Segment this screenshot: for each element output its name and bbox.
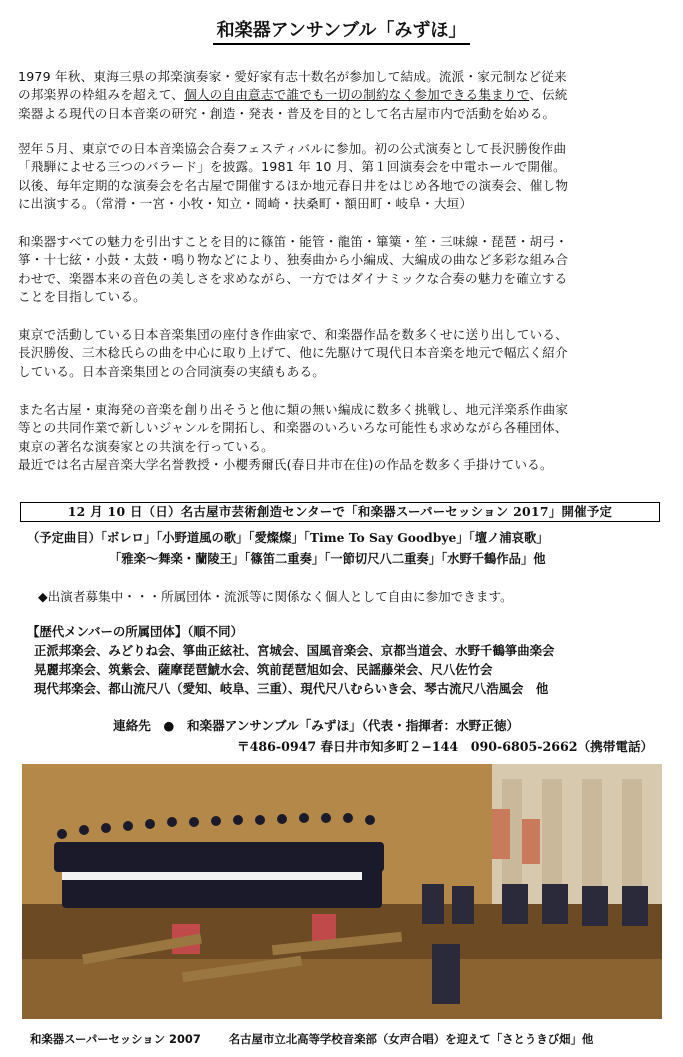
- contact-line-1: 連絡先 ● 和楽器アンサンブル「みずほ」（代表・指揮者：水野正徳）: [113, 718, 520, 733]
- contact-address-phone: 〒486-0947 春日井市知多町２−144 090-6805-2662（携帯電話）: [237, 739, 654, 754]
- p1-line2-b: 、伝統: [529, 87, 568, 103]
- photo-caption: [30, 1031, 670, 1047]
- history-paragraph: 翌年５月、東京での日本音楽協会合奏フェスティバルに参加。初の公式演奏として長沢勝俊作曲 「飛騨によせる三つのバラード」を披露。1981 年 10 月、第１回演奏会を中電ホールで開催。 以後、毎年定期的な演奏会を名古屋で開催するほか地元春日井をはじめ各地での演奏会、催し物 に出演する。（常滑・一宮・小牧・知立・岡崎・扶桑町・額田町・岐阜・大垣）: [18, 141, 569, 212]
- member-groups-row: 現代邦楽会、都山流尺八（愛知、岐阜、三重）、現代尺八むらいき会、琴古流尺八浩風会 他: [34, 681, 549, 696]
- p1-underlined-phrase: 個人の自由意志で誰でも一切の制約なく参加できる集まりで: [184, 87, 530, 103]
- activity-paragraph: また名古屋・東海発の音楽を創り出そうと他に類の無い編成に数多く挑戦し、地元洋楽系作曲家 等との共同作業で新しいジャンルを開拓し、和楽器のいろいろな可能性も求めながら各種団体、 東京の著名な演奏家との共演を行っている。 最近では名古屋音楽大学名誉教授・小櫻秀爾氏(春日井市在住)の作品を数多く手掛けている。: [18, 402, 569, 473]
- page-title: [0, 16, 683, 42]
- member-groups-row: 晃麗邦楽会、筑紫会、薩摩琵琶鯱水会、筑前琵琶旭如会、民謡藤栄会、尺八佐竹会: [34, 662, 493, 677]
- member-groups: [27, 622, 677, 698]
- contact-info: [113, 715, 673, 757]
- page-title-text: 和楽器アンサンブル「みずほ」: [213, 20, 471, 45]
- intro-paragraph-1: [18, 68, 670, 123]
- program-line-2: 「雅楽～舞楽・蘭陵王」「篠笛二重奏」「一節切尺八二重奏」「水野千鶴作品」他: [109, 551, 546, 566]
- concert-photo-illustration: [22, 764, 662, 1019]
- p1-line1: 1979 年秋、東海三県の邦楽演奏家・愛好家有志十数名が参加して結成。流派・家元制など従来: [18, 69, 567, 84]
- member-groups-heading: 【歴代メンバーの所属団体】（順不同）: [27, 624, 243, 639]
- p1-line3: 楽器よる現代の日本音楽の研究・創造・発表・普及を目的として名古屋市内で活動を始める。: [18, 105, 556, 121]
- repertoire-paragraph: 東京で活動している日本音楽集団の座付き作曲家で、和楽器作品を数多くせに送り出している、 長沢勝俊、三木稔氏らの曲を中心に取り上げて、他に先駆けて現代日本音楽を地元で幅広く紹介 している。日本音楽集団との合同演奏の実績もある。: [18, 327, 568, 379]
- program-list: [27, 527, 667, 569]
- photo-caption-event: 和楽器スーパーセッション 2007: [30, 1032, 201, 1046]
- p1-line2-a: の邦楽界の枠組みを超えて、: [18, 87, 185, 103]
- program-line-1: （予定曲目）「ボレロ」「小野道風の歌」「愛燦燦」「Time To Say Goodbye」「壇ノ浦哀歌」: [27, 530, 549, 545]
- member-groups-row: 正派邦楽会、みどりね会、箏曲正絃社、宮城会、国風音楽会、京都当道会、水野千鶴箏曲楽会: [34, 643, 555, 658]
- instruments-paragraph: 和楽器すべての魅力を引出すことを目的に篠笛・能管・龍笛・篳篥・笙・三味線・琵琶・胡弓・ 箏・十七絃・小鼓・太鼓・鳴り物などにより、独奏曲から小編成、大編成の曲など多彩な組み合 わせで、楽器本来の音色の美しさを求めながら、一方ではダイナミックな合奏の魅力を確立する ことを目指している。: [18, 234, 569, 305]
- concert-photo: [22, 764, 662, 1019]
- recruit-notice: ◆出演者募集中・・・所属団体・流派等に関係なく個人として自由に参加できます。: [38, 589, 513, 604]
- photo-caption-detail: 名古屋市立北高等学校音楽部（女声合唱）を迎えて「さとうきび畑」他: [228, 1032, 594, 1046]
- event-banner: 12 月 10 日（日）名古屋市芸術創造センターで「和楽器スーパーセッション 2017」開催予定: [20, 502, 660, 522]
